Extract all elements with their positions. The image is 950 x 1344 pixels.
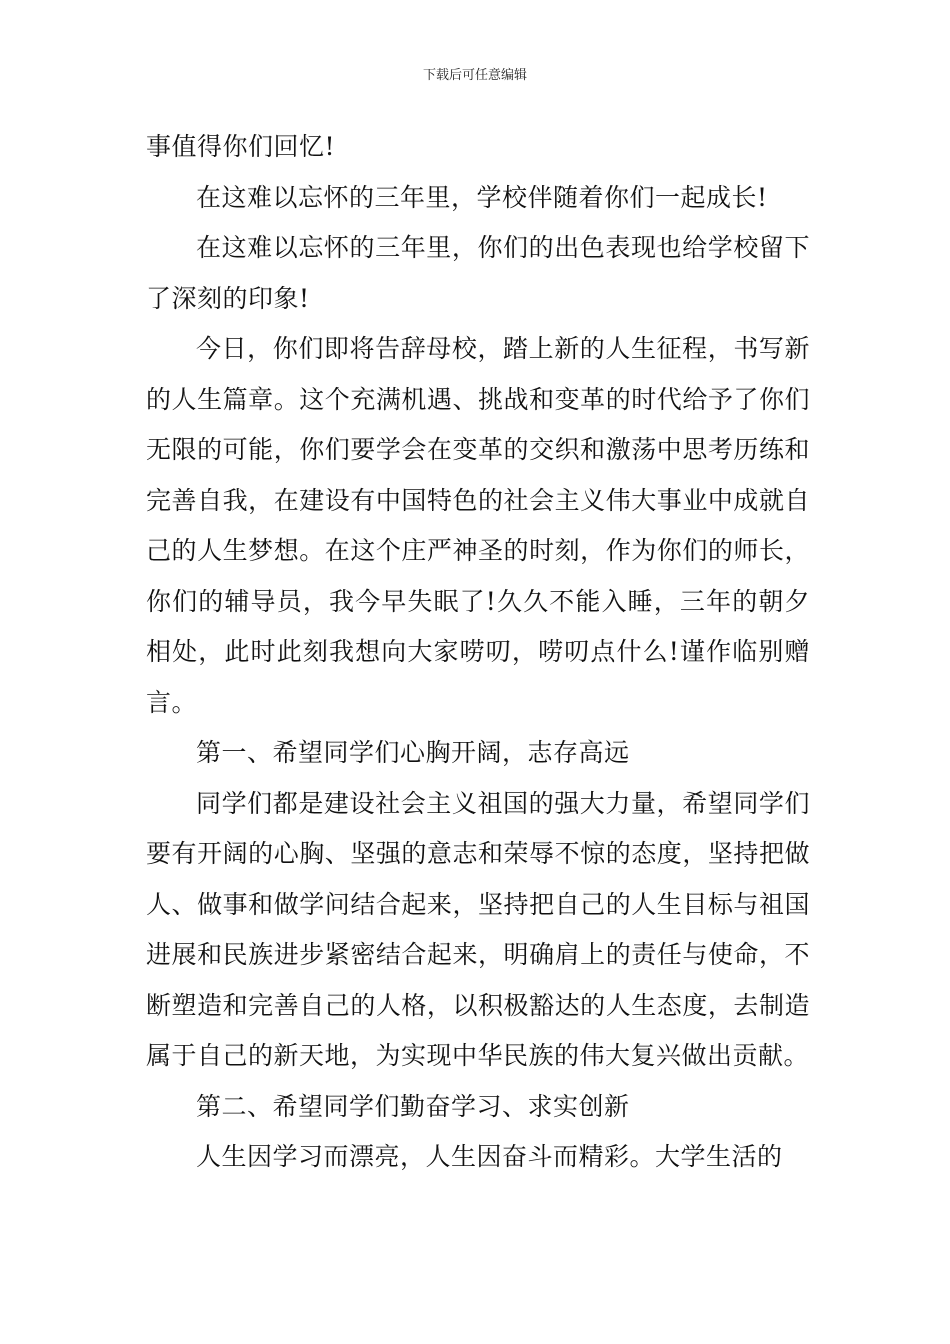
section-heading-2: 第二、希望同学们勤奋学习、求实创新 [196,1091,630,1121]
paragraph-4: 今日，你们即将告辞母校，踏上新的人生征程，书写新的人生篇章。这个充满机遇、挑战和变革的时代给予了你们无限的可能，你们要学会在变革的交织和激荡中思考历练和完善自我，在建设有中国特色的社会主义伟大事业中成就自己的人生梦想。在这个庄严神圣的时刻，作为你们的师长，你们的辅导员，我今早失眠了!久久不能入睡，三年的朝夕相处，此时此刻我想向大家唠叨，唠叨点什么!谨作临别赠言。 [146,334,810,717]
page-header: 下载后可任意编辑 [422,68,527,83]
section-heading-1: 第一、希望同学们心胸开阔，志存高远 [196,738,630,767]
paragraph-1: 事值得你们回忆! [146,132,336,161]
paragraph-6: 人生因学习而漂亮，人生因奋斗而精彩。大学生活的 [196,1142,783,1171]
paragraph-2: 在这难以忘怀的三年里，学校伴随着你们一起成长! [196,182,768,212]
paragraph-3: 在这难以忘怀的三年里，你们的出色表现也给学校留下了深刻的印象! [146,233,810,313]
paragraph-5: 同学们都是建设社会主义祖国的强大力量，希望同学们要有开阔的心胸、坚强的意志和荣辱不惊的态度，坚持把做人、做事和做学问结合起来，坚持把自己的人生目标与祖国进展和民族进步紧密结合起来，明确肩上的责任与使命，不断塑造和完善自己的人格，以积极豁达的人生态度，去制造属于自己的新天地，为实现中华民族的伟大复兴做出贡献。 [146,788,810,1070]
document-body [146,122,810,1183]
